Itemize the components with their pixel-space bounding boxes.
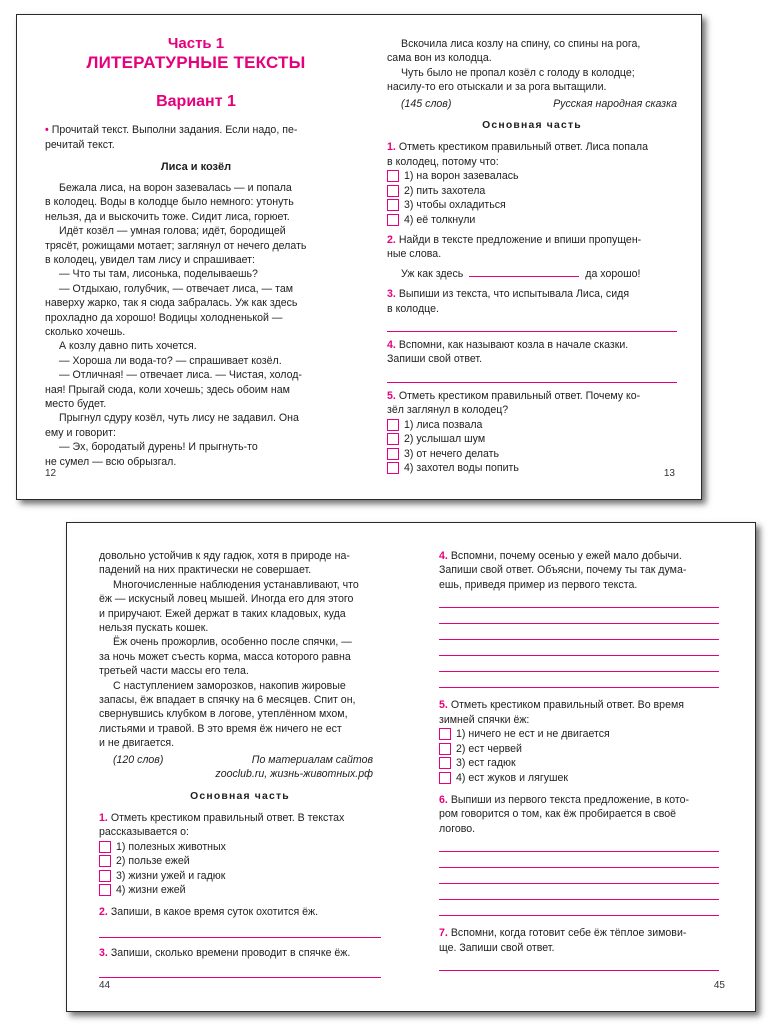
answer-checkbox[interactable] [387,199,399,211]
word-count: (120 слов) [113,753,164,766]
answer-option [99,883,381,898]
answer-line[interactable] [439,624,719,640]
text-line: не сумел — всю обрызгал. [45,455,177,468]
answer-checkbox[interactable] [387,185,399,197]
option-label: 2) пользе ежей [116,855,190,867]
text-line: за ночь может съесть корма, масса которого равна [99,650,351,663]
fill-in-blank[interactable] [469,267,579,277]
text-line: Идёт козёл — умная голова; идёт, бородищей [59,225,286,238]
text-line: Вскочила лиса козлу на спину, со спины на рога, [401,38,641,50]
text-line: довольно устойчив к яду гадюк, хотя в природе на- [99,550,350,562]
question-text: Запиши, сколько времени проводит в спячке ёж. [110,946,351,959]
question-4 [387,338,677,383]
page-number: 12 [45,468,57,480]
text-line: падений на них практически не совершает. [99,564,312,577]
answer-checkbox[interactable] [387,462,399,474]
text-source [387,97,677,111]
option-label: 2) услышал шум [404,433,486,446]
question-5 [387,389,677,476]
question-2 [99,905,381,937]
question-text: в колодце. [387,302,439,315]
part-title: ЛИТЕРАТУРНЫЕ ТЕКСТЫ [86,53,306,72]
answer-line[interactable] [439,852,719,868]
question-number: 4. [439,550,448,562]
answer-option [439,727,719,742]
text-line: и приручают. Ежей держат в таких кладовых, куда [99,607,346,620]
question-text: зимней спячки ёж: [439,713,530,726]
part-label: Часть 1 [167,35,225,52]
answer-option [439,756,719,771]
option-label: 1) лиса позвала [404,418,483,431]
question-number: 1. [99,811,108,824]
answer-line[interactable] [439,592,719,608]
section-heading: Основная часть [190,790,290,802]
question-text: Вспомни, как называют козла в начале сказки. [398,339,629,352]
fill-prefix: Уж как здесь [401,267,464,280]
section-heading: Основная часть [482,120,582,132]
text-line: сама вон из колодца. [387,52,492,65]
answer-line[interactable] [439,884,719,900]
question-number: 7. [439,927,448,940]
answer-line[interactable] [387,316,677,332]
answer-checkbox[interactable] [439,757,451,769]
question-text: Запиши свой ответ. [387,353,483,366]
text-line: ёж — искусный ловец мышей. Иногда его для этого [99,593,354,606]
answer-option [439,742,719,757]
answer-line[interactable] [439,640,719,656]
instruction [45,123,347,137]
answer-checkbox[interactable] [99,841,111,853]
question-number: 2. [387,233,396,246]
answer-line[interactable] [439,836,719,852]
question-text: Вспомни, почему осенью у ежей мало добычи. [450,550,682,562]
text-line: место будет. [45,398,107,410]
option-label: 2) пить захотела [404,184,486,197]
text-line: — Хороша ли вода-то? — спрашивает козёл. [59,354,282,367]
text-title: Лиса и козёл [160,160,232,173]
word-count: (145 слов) [401,97,452,110]
answer-checkbox[interactable] [99,855,111,867]
text-line: С наступлением заморозков, накопив жировые [113,679,346,692]
question-number: 6. [439,794,448,807]
question-3 [99,946,381,978]
answer-checkbox[interactable] [439,743,451,755]
option-label: 1) на ворон зазевалась [404,170,519,183]
question-text: ешь, приведя пример из первого текста. [439,578,638,591]
question-text: Отметь крестиком правильный ответ. Почему ко- [398,389,641,402]
question-text: Отметь крестиком правильный ответ. Во время [450,699,684,712]
option-label: 4) её толкнули [404,213,476,226]
question-number: 1. [387,141,396,154]
question-text: Отметь крестиком правильный ответ. Лиса попала [398,141,648,154]
reading-text [99,549,381,751]
text-line: листьями и травой. В это время ёж ничего не ест [99,722,342,735]
fill-suffix: да хорошо! [585,267,641,280]
option-label: 3) жизни ужей и гадюк [116,869,226,882]
instruction-line: речитай текст. [45,138,115,151]
page-number: 13 [663,468,675,480]
answer-option [439,771,719,786]
question-text: ром говорится о том, как ёж пробирается в своё [439,808,677,821]
answer-checkbox[interactable] [387,419,399,431]
answer-checkbox[interactable] [99,870,111,882]
question-text: Выпиши из текста, что испытывала Лиса, сидя [398,288,630,301]
question-6 [439,793,719,916]
option-label: 4) ест жуков и лягушек [456,771,569,784]
option-label: 3) чтобы охладиться [404,199,506,212]
question-number: 4. [387,339,396,352]
page-45 [439,549,719,1011]
option-label: 1) полезных животных [116,840,226,853]
answer-checkbox[interactable] [387,448,399,460]
answer-option [99,854,381,869]
answer-option [99,839,381,854]
answer-checkbox[interactable] [387,170,399,182]
answer-option [387,418,677,433]
answer-line[interactable] [439,672,719,688]
answer-option [387,183,677,198]
text-line: — Эх, бородатый дурень! И прыгнуть-то [59,441,258,454]
text-line: Многочисленные наблюдения устанавливают, что [113,578,359,591]
answer-line[interactable] [99,960,381,978]
question-number: 3. [99,946,108,959]
answer-line[interactable] [439,868,719,884]
book-spread-1 [16,14,702,500]
question-text: ные слова. [387,248,442,261]
question-7 [439,926,719,971]
text-line: запасы, ёж впадает в спячку на 6 месяцев. Спит он, [99,694,356,707]
text-line: свернувшись клубком в логове, утеплённом мхом, [99,708,348,721]
text-line: Бежала лиса, на ворон зазевалась — и попала [59,181,292,194]
question-5 [439,698,719,785]
text-line: — Что ты там, лисонька, поделываешь? [59,268,258,281]
text-line: третьей части массы его тела. [99,665,249,678]
answer-line[interactable] [439,900,719,916]
question-1 [99,811,381,898]
text-line: А козлу давно пить хочется. [59,340,197,353]
option-label: 2) ест червей [456,742,522,755]
question-number: 2. [99,906,108,919]
page-number: 45 [713,980,725,992]
text-line: — Отдыхаю, голубчик, — отвечает лиса, — там [59,282,293,295]
bullet-icon: • [45,124,49,137]
text-line: в колодец, увидел там лису и спрашивает: [45,253,255,266]
question-text: в колодец, потому что: [387,155,499,168]
text-line: прохладно да хорошо! Водицы холодненькой — [45,311,283,324]
question-text: зёл заглянул в колодец? [387,404,509,417]
page-12 [45,35,347,499]
question-number: 5. [439,699,448,712]
text-line: нельзя, да и выскочить тоже. Сидит лиса, горюет. [45,210,290,223]
text-line: Чуть было не пропал козёл с голоду в колодце; [401,66,635,79]
text-line: насилу-то его отыскали и за рога вытащили. [387,81,607,94]
answer-checkbox[interactable] [387,214,399,226]
text-line: — Отличная! — отвечает лиса. — Чистая, холод- [59,369,302,382]
question-4 [439,549,719,688]
text-line: Ёж очень прожорлив, особенно после спячки, — [113,636,352,649]
question-text: Вспомни, когда готовит себе ёж тёплое зимови- [450,927,687,940]
answer-checkbox[interactable] [439,728,451,740]
question-2 [387,233,677,281]
answer-line[interactable] [387,367,677,383]
option-label: 4) захотел воды попить [404,462,519,475]
answer-line[interactable] [439,608,719,624]
book-spread-2 [66,522,756,1012]
question-text: рассказывается о: [99,826,189,839]
variant-heading: Вариант 1 [156,93,236,111]
source-credit: Русская народная сказка [553,97,677,110]
text-line: Прыгнул сдуру козёл, чуть лису не задавил. Она [59,412,299,425]
source-credit: zooclub.ru, жизнь-животных.рф [215,768,373,781]
answer-option [387,432,677,447]
option-label: 3) от нечего делать [404,447,500,460]
text-line: трясёт, рожищами мотает; заглянул от нечего делать [45,239,307,252]
answer-option [387,198,677,213]
question-text: Выпиши из первого текста предложение, в кото- [450,794,690,807]
option-label: 1) ничего не ест и не двигается [456,728,610,741]
answer-option [387,461,677,476]
text-line: ная! Прыгай сюда, коли хочешь; здесь обоим нам [45,383,290,396]
question-text: ще. Запиши свой ответ. [439,941,555,954]
question-text: Запиши, в какое время суток охотится ёж. [110,906,319,919]
answer-option [387,169,677,184]
reading-text [45,181,347,469]
answer-option [387,212,677,227]
source-credit: По материалам сайтов [251,753,373,766]
question-text: Найди в тексте предложение и впиши пропущен- [398,233,642,246]
text-line: нельзя пускать кошек. [99,622,209,635]
question-number: 3. [387,288,396,301]
text-line: сколько хочешь. [45,325,126,338]
question-3 [387,287,677,332]
page-13 [387,37,677,499]
text-line: наверху жарко, так я сюда забралась. Уж как здесь [45,297,298,310]
answer-option [387,447,677,462]
answer-line[interactable] [439,656,719,672]
question-text: логово. [439,822,476,835]
answer-option [99,868,381,883]
page-44 [99,549,381,1011]
option-label: 4) жизни ежей [116,884,186,896]
question-number: 5. [387,389,396,402]
answer-line[interactable] [439,955,719,971]
text-source [99,753,381,767]
answer-checkbox[interactable] [387,433,399,445]
answer-checkbox[interactable] [99,884,111,896]
text-line: и не двигается. [99,737,175,750]
question-text: Запиши свой ответ. Объясни, почему ты так дума- [439,564,687,577]
instruction-line: Прочитай текст. Выполни задания. Если надо, пе- [51,124,298,137]
answer-line[interactable] [99,920,381,938]
text-line: в колодец. Воды в колодце было немного: утонуть [45,196,294,209]
question-1 [387,140,677,227]
question-text: Отметь крестиком правильный ответ. В текстах [110,811,345,824]
answer-checkbox[interactable] [439,772,451,784]
page-number: 44 [99,980,111,992]
text-line: ему и говорит: [45,426,116,439]
option-label: 3) ест гадюк [456,757,516,770]
